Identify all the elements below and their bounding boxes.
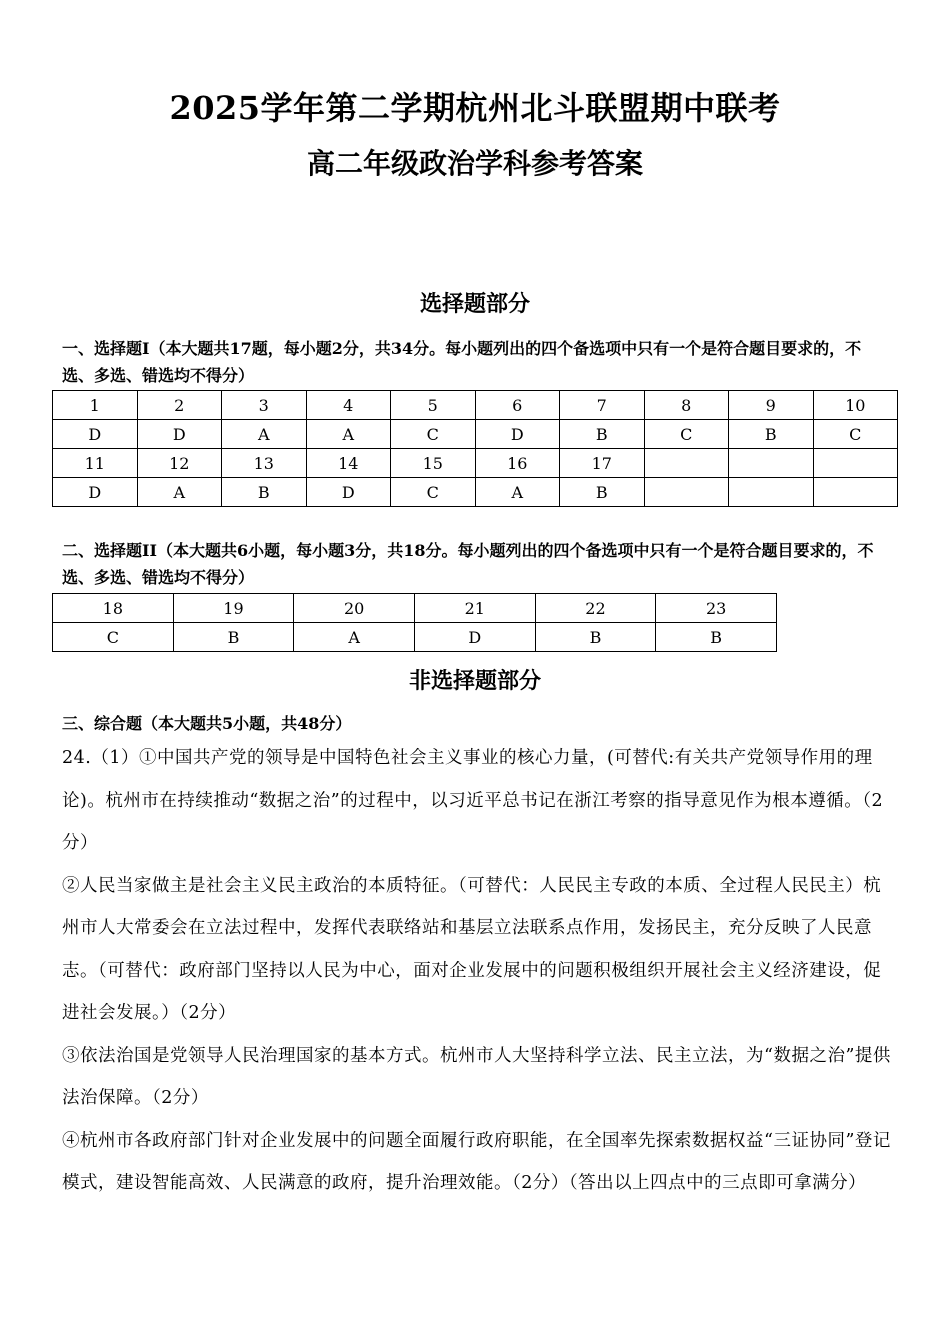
table1-cell: B [729, 420, 814, 449]
table1-cell: A [137, 478, 222, 507]
table1-cell: 17 [560, 449, 645, 478]
table2-row [53, 623, 777, 652]
table1-cell [644, 478, 729, 507]
table1-cell: D [475, 420, 560, 449]
table1-cell [729, 478, 814, 507]
answer-paragraph: ④杭州市各政府部门针对企业发展中的问题全面履行政府职能，在全国率先探索数据权益“三证协同”登记模式，建设智能高效、人民满意的政府，提升治理效能。（2分）（答出以上四点中的三点即可拿满分） [62, 1130, 891, 1193]
table1-cell: C [391, 478, 476, 507]
answer-body [62, 737, 892, 1205]
table1-cell: 16 [475, 449, 560, 478]
table1-cell: 2 [137, 391, 222, 420]
answer-table-2 [52, 593, 777, 652]
section2-instruction: 二、选择题II（本大题共6小题，每小题3分，共18分。每小题列出的四个备选项中只有一个是符合题目要求的，不选、多选、错选均不得分） [62, 541, 874, 587]
table1-cell: C [391, 420, 476, 449]
section3-instruction: 三、综合题（本大题共5小题，共48分） [62, 714, 352, 733]
table1-cell [729, 449, 814, 478]
table2-cell: A [294, 623, 415, 652]
table2-cell: 22 [535, 594, 656, 623]
table1-row [53, 449, 898, 478]
non-choice-part-heading: 非选择题部分 [408, 668, 541, 694]
table1-cell: A [475, 478, 560, 507]
table1-cell: 4 [306, 391, 391, 420]
choice-part-heading: 选择题部分 [419, 291, 530, 317]
table1-cell: C [813, 420, 898, 449]
table1-cell: 12 [137, 449, 222, 478]
table1-row [53, 420, 898, 449]
table2-cell: B [535, 623, 656, 652]
table1-row [53, 478, 898, 507]
table1-cell: D [53, 478, 138, 507]
table1-row [53, 391, 898, 420]
table1-cell: 5 [391, 391, 476, 420]
table1-cell: D [137, 420, 222, 449]
document-subtitle: 高二年级政治学科参考答案 [306, 147, 643, 180]
table1-cell: B [560, 478, 645, 507]
table1-cell: 10 [813, 391, 898, 420]
document-title: 2025学年第二学期杭州北斗联盟期中联考 [169, 89, 781, 127]
table1-cell: D [53, 420, 138, 449]
table2-cell: 21 [414, 594, 535, 623]
table2-cell: 19 [173, 594, 294, 623]
table1-cell: 9 [729, 391, 814, 420]
table1-cell: 3 [222, 391, 307, 420]
table1-cell: 11 [53, 449, 138, 478]
table1-cell: B [222, 478, 307, 507]
table1-cell: B [560, 420, 645, 449]
table2-row [53, 594, 777, 623]
table1-cell [644, 449, 729, 478]
table1-cell: 1 [53, 391, 138, 420]
table1-cell: D [306, 478, 391, 507]
table2-cell: D [414, 623, 535, 652]
table1-cell: 15 [391, 449, 476, 478]
answer-paragraph: ③依法治国是党领导人民治理国家的基本方式。杭州市人大坚持科学立法、民主立法，为“数据之治”提供法治保障。（2分） [62, 1045, 891, 1108]
table1-cell [813, 478, 898, 507]
table2-cell: 23 [656, 594, 777, 623]
answer-table-1 [52, 390, 898, 507]
table2-cell: 18 [53, 594, 174, 623]
table1-cell: 6 [475, 391, 560, 420]
answer-paragraph: ②人民当家做主是社会主义民主政治的本质特征。（可替代：人民民主专政的本质、全过程人民民主）杭州市人大常委会在立法过程中，发挥代表联络站和基层立法联系点作用，发扬民主，充分反映了人民意志。（可替代：政府部门坚持以人民为中心，面对企业发展中的问题积极组织开展社会主义经济建设，促进社会发展。）（2分） [62, 875, 882, 1023]
table1-cell: 8 [644, 391, 729, 420]
table1-cell: 13 [222, 449, 307, 478]
table2-cell: B [656, 623, 777, 652]
table2-cell: C [53, 623, 174, 652]
table1-cell: A [222, 420, 307, 449]
table1-cell: C [644, 420, 729, 449]
table2-cell: 20 [294, 594, 415, 623]
answer-paragraph: 24.（1）①中国共产党的领导是中国特色社会主义事业的核心力量，(可替代:有关共产党领导作用的理论)。杭州市在持续推动“数据之治”的过程中，以习近平总书记在浙江考察的指导意见作为根本遵循。（2分） [62, 748, 884, 853]
table1-cell: 14 [306, 449, 391, 478]
table1-cell: A [306, 420, 391, 449]
section1-instruction: 一、选择题I（本大题共17题，每小题2分，共34分。每小题列出的四个备选项中只有一个是符合题目要求的，不选、多选、错选均不得分） [62, 339, 862, 385]
table1-cell: 7 [560, 391, 645, 420]
table2-cell: B [173, 623, 294, 652]
table1-cell [813, 449, 898, 478]
